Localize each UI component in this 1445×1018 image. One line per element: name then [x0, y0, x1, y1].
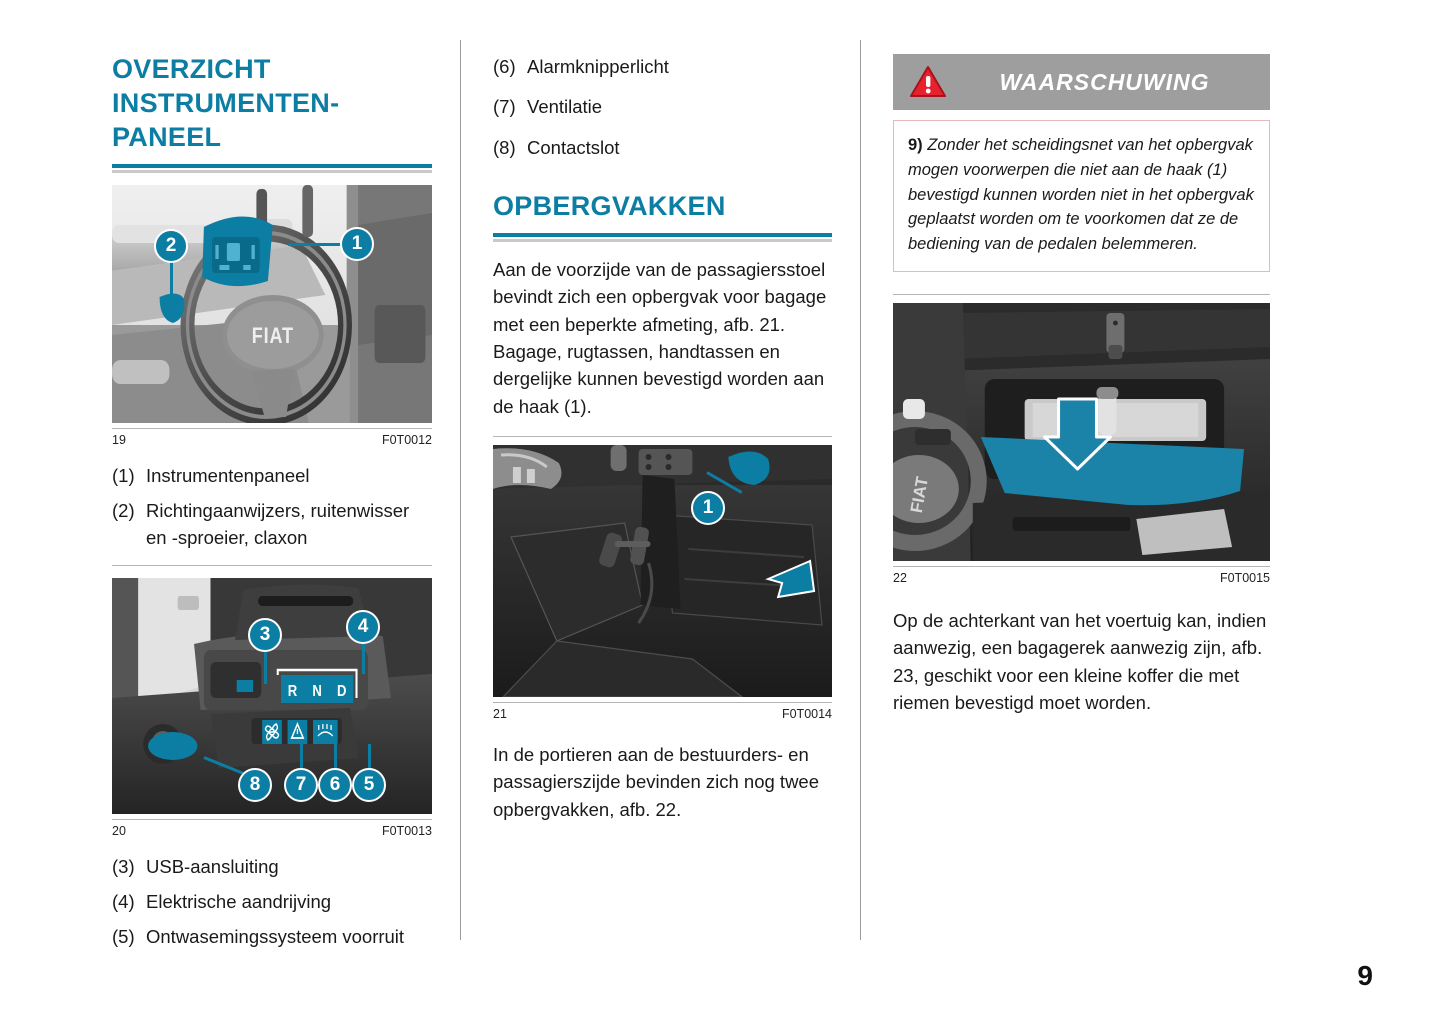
divider — [112, 565, 432, 566]
legend-label: USB-aansluiting — [146, 855, 279, 877]
figure-19-number: 19 — [112, 433, 126, 448]
footwell-illustration — [493, 445, 832, 697]
figure-19-image — [112, 185, 432, 423]
figure-19-callout-2: 2 — [154, 229, 188, 263]
figure-20-leader-4 — [362, 640, 365, 674]
figure-22-code: F0T0015 — [1219, 570, 1270, 585]
figure-20-callout-8: 8 — [238, 768, 272, 802]
warning-ref: 9) — [908, 136, 923, 154]
legend-number: (3) — [112, 855, 135, 877]
legend-number: (4) — [112, 891, 135, 913]
svg-text:R: R — [287, 682, 298, 701]
page-title: OVERZICHT INSTRUMENTEN- PANEEL — [112, 54, 340, 153]
figure-21-callout-1: 1 — [691, 491, 725, 525]
legend-list-3 — [493, 54, 832, 161]
list-item — [112, 854, 432, 880]
warning-triangle-icon — [909, 65, 947, 99]
svg-text:FIAT: FIAT — [906, 474, 932, 515]
figure-20-callout-3: 3 — [248, 618, 282, 652]
page-number: 9 — [1357, 960, 1373, 991]
legend-label: Richtingaanwijzers, ruitenwisser en -sproeier, claxon — [146, 500, 410, 548]
list-item — [493, 94, 832, 120]
divider — [893, 294, 1270, 295]
legend-label: Contactslot — [527, 136, 620, 158]
figure-20-image — [112, 578, 432, 814]
paragraph-storage-intro: Aan de voorzijde van de passagiersstoel bevindt zich een opbergvak voor bagage met een beperkte afmeting, afb. 21. Bagage, rugtassen, handtassen en dergelijke kunnen bevestigd worden aan de haak (1). — [493, 258, 827, 417]
column-right — [860, 40, 1280, 940]
list-item — [112, 463, 432, 489]
figure-22-number: 22 — [893, 570, 907, 585]
svg-text:D: D — [337, 682, 347, 701]
figure-21-image — [493, 445, 832, 697]
warning-box — [893, 54, 1270, 272]
legend-number: (2) — [112, 500, 135, 522]
figure-19-code: F0T0012 — [381, 433, 432, 448]
figure-20-callout-7: 7 — [284, 768, 318, 802]
figure-21-code: F0T0014 — [781, 707, 832, 722]
svg-text:FIAT: FIAT — [251, 324, 294, 349]
paragraph-roof-rack: Op de achterkant van het voertuig kan, indien aanwezig, een bagagerek aanwezig zijn, afb. 23, geschikt voor een kleine koffer die met riemen bevestigd moet worden. — [893, 609, 1267, 713]
warning-title: WAARSCHUWING — [999, 68, 1210, 95]
page-columns — [70, 40, 1375, 948]
legend-number: (8) — [493, 136, 516, 158]
divider — [493, 436, 832, 437]
door-pocket-illustration — [893, 303, 1270, 561]
warning-body — [893, 120, 1270, 272]
figure-19-callout-1: 1 — [340, 227, 374, 261]
figure-19-leader-1 — [288, 243, 348, 246]
figure-20-callout-4: 4 — [346, 610, 380, 644]
warning-text: Zonder het scheidingsnet van het opbergvak mogen voorwerpen die niet aan de haak (1) bevestigd kunnen worden niet in het opbergvak geplaatst worden om te voorkomen dat ze de bediening van de pedalen belemmeren. — [908, 136, 1254, 253]
title-rule-storage — [493, 233, 832, 242]
legend-number: (5) — [112, 926, 135, 948]
figure-20-caption — [112, 819, 432, 838]
legend-label: Instrumentenpaneel — [146, 465, 310, 487]
figure-22-image — [893, 303, 1270, 561]
figure-20 — [112, 578, 432, 838]
figure-19 — [112, 185, 432, 447]
legend-number: (1) — [112, 465, 135, 487]
legend-list-1 — [112, 463, 432, 551]
figure-20-callout-6: 6 — [318, 768, 352, 802]
figure-19-caption — [112, 428, 432, 447]
steering-wheel-illustration — [112, 185, 432, 423]
legend-list-2 — [112, 854, 432, 951]
column-left — [70, 40, 460, 948]
title-rule — [112, 164, 432, 173]
figure-22 — [893, 303, 1270, 585]
list-item — [112, 498, 432, 551]
list-item — [493, 54, 832, 80]
figure-21-caption — [493, 702, 832, 721]
legend-label: Elektrische aandrijving — [146, 891, 332, 913]
legend-label: Ontwasemingssysteem voorruit — [146, 926, 405, 948]
figure-21-number: 21 — [493, 707, 507, 722]
column-middle — [460, 40, 860, 940]
section-title-storage: OPBERGVAKKEN — [493, 190, 726, 221]
figure-22-caption — [893, 566, 1270, 585]
legend-label: Alarmknipperlicht — [527, 56, 669, 77]
paragraph-door-storage: In de portieren aan de bestuurders- en passagierszijde bevinden zich nog twee opbergvakken, afb. 22. — [493, 744, 820, 820]
figure-20-number: 20 — [112, 823, 126, 838]
legend-number: (7) — [493, 96, 516, 118]
legend-label: Ventilatie — [527, 96, 603, 118]
warning-header — [893, 54, 1270, 110]
figure-21 — [493, 445, 832, 721]
svg-text:N: N — [312, 682, 322, 701]
list-item — [493, 135, 832, 161]
list-item — [112, 924, 432, 950]
legend-number: (6) — [493, 56, 516, 77]
list-item — [112, 889, 432, 915]
figure-20-code: F0T0013 — [381, 823, 432, 838]
figure-20-callout-5: 5 — [352, 768, 386, 802]
figure-19-leader-2 — [170, 259, 173, 303]
